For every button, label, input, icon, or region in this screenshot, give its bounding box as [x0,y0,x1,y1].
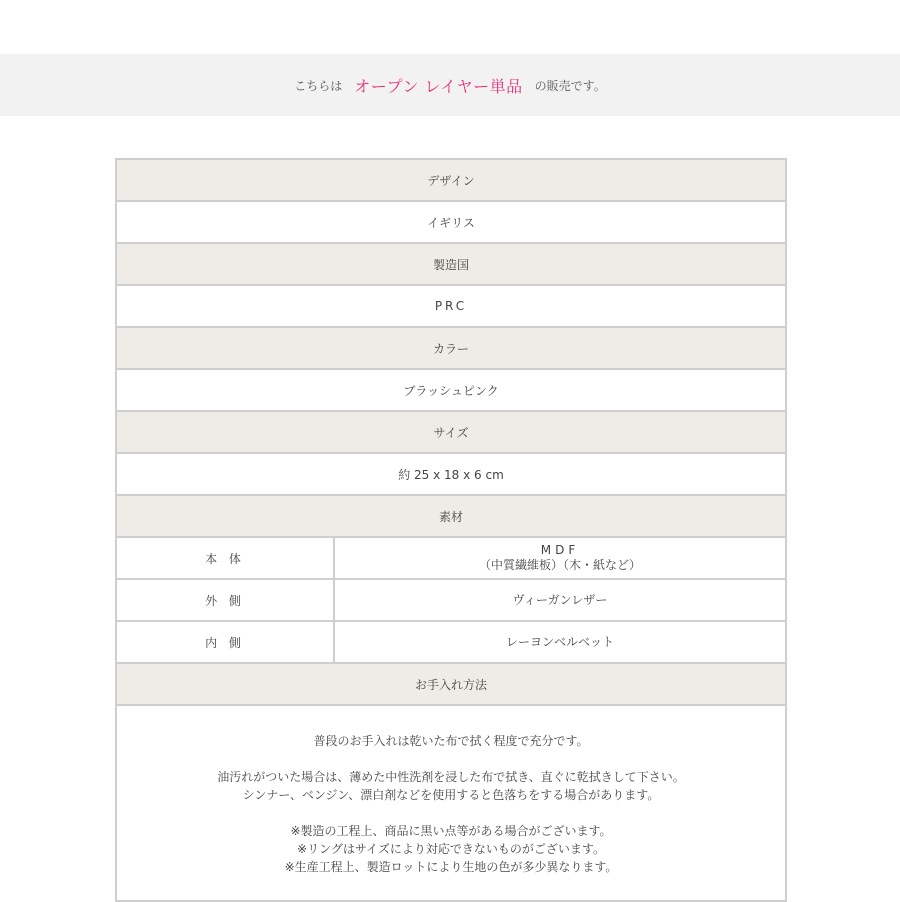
notice-highlight: オープン レイヤー単品 [354,76,523,96]
color-value: ブラッシュピンク [117,370,785,412]
material-row-body [117,538,785,580]
design-header: デザイン [117,160,785,202]
care-line: 普段のお手入れは乾いた布で拭く程度で充分です。 [313,734,589,748]
color-header: カラー [117,328,785,370]
material-header: 素材 [117,496,785,538]
notice-suffix: の販売です。 [534,78,606,93]
product-spec-table [115,158,787,902]
origin-value: PRC [117,286,785,328]
material-row-inner [117,622,785,664]
size-header: サイズ [117,412,785,454]
design-value: イギリス [117,202,785,244]
care-line: シンナー、ベンジン、漂白剤などを使用すると色落ちをする場合があります。 [242,788,660,802]
care-note: ※製造の工程上、商品に黒い点等がある場合がございます。 [290,824,612,838]
notice-prefix: こちらは [294,78,343,93]
size-value: 約 25 x 18 x 6 cm [117,454,785,496]
material-label-inner: 内 側 [117,622,335,662]
material-label-body: 本 体 [117,538,335,578]
origin-header: 製造国 [117,244,785,286]
material-value-body [335,538,785,578]
material-value-mdf: MDF [540,543,580,557]
care-header: お手入れ方法 [117,664,785,706]
care-instructions [117,706,785,902]
material-value-note: （中質繊維板）（木・紙など） [478,558,641,572]
care-note: ※リングはサイズにより対応できないものがございます。 [297,842,605,856]
care-note: ※生産工程上、製造ロットにより生地の色が多少異なります。 [284,860,618,874]
material-value-inner: レーヨンベルベット [505,634,614,649]
care-line: 油汚れがついた場合は、薄めた中性洗剤を浸した布で拭き、直ぐに乾拭きして下さい。 [217,770,685,784]
material-row-outer [117,580,785,622]
material-label-outer: 外 側 [117,580,335,620]
material-value-outer: ヴィーガンレザー [512,592,608,607]
single-item-notice-banner [0,54,900,116]
